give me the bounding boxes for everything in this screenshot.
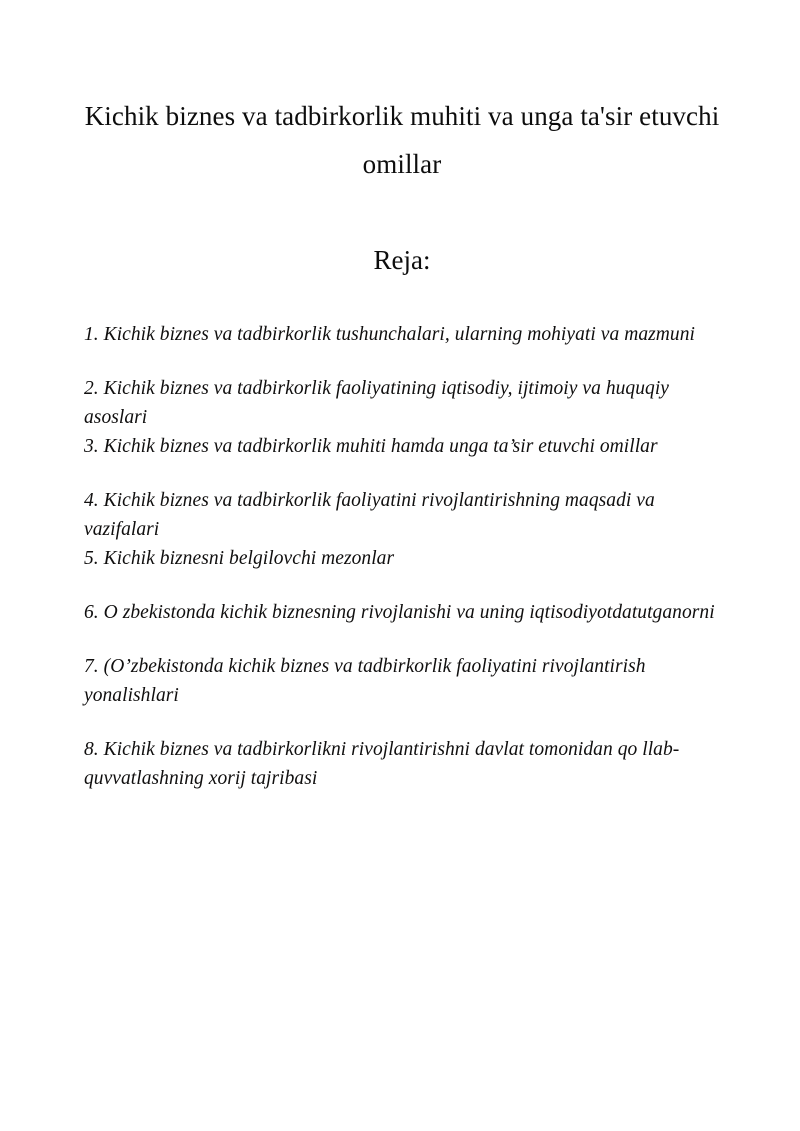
page-title: Kichik biznes va tadbirkorlik muhiti va unga ta'sir etuvchi omillar (84, 101, 720, 179)
list-item: 1. Kichik biznes va tadbirkorlik tushunchalari, ularning mohiyati va mazmuni (84, 324, 695, 345)
list-item: 7. (O’zbekistonda kichik biznes va tadbirkorlik faoliyatini rivojlantirish yonalishlari (84, 656, 646, 706)
list-item: 4. Kichik biznes va tadbirkorlik faoliyatini rivojlantirishning maqsadi va vazifalari (84, 490, 655, 540)
plan-heading: Reja: (373, 245, 431, 275)
document-content (84, 0, 720, 793)
list-item: 8. Kichik biznes va tadbirkorlikni rivojlantirishni davlat tomonidan qo llab-quvvatlashning xorij tajribasi (84, 739, 680, 789)
list-item: 5. Kichik biznesni belgilovchi mezonlar (84, 548, 395, 569)
list-item: 2. Kichik biznes va tadbirkorlik faoliyatining iqtisodiy, ijtimoiy va huquqiy asoslari (84, 378, 669, 428)
list-item: 6. O zbekistonda kichik biznesning rivojlanishi va uning iqtisodiyotdatutganorni (84, 602, 715, 623)
list-item: 3. Kichik biznes va tadbirkorlik muhiti hamda unga ta’sir etuvchi omillar (84, 436, 658, 457)
plan-list (84, 277, 720, 793)
